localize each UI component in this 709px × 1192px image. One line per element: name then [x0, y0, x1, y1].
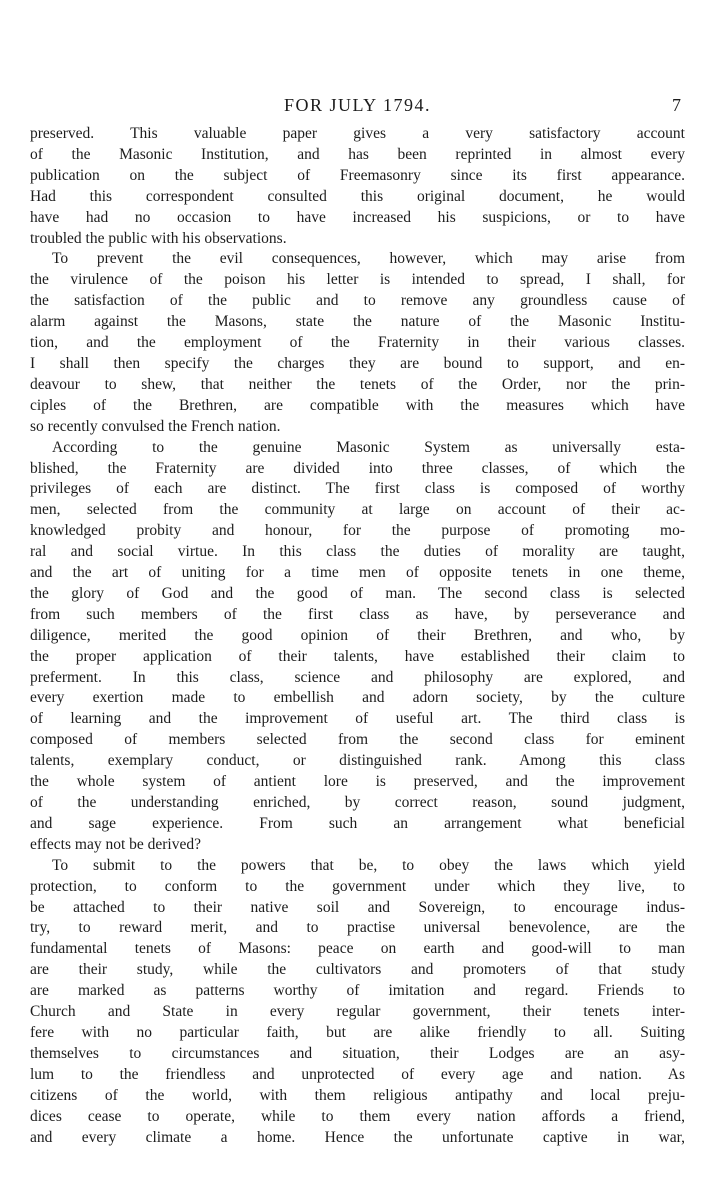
text-line: Had this correspondent consulted this original document, he would [30, 187, 685, 205]
text-line: men, selected from the community at large on account of their ac- [30, 501, 685, 519]
text-line: deavour to shew, that neither the tenets of the Order, nor the prin- [30, 375, 685, 393]
text-line: privileges of each are distinct. The first class is composed of worthy [30, 480, 685, 498]
text-line: composed of members selected from the second class for eminent [30, 731, 685, 749]
page-number: 7 [672, 95, 681, 115]
text-line: knowledged probity and honour, for the purpose of promoting mo- [30, 522, 685, 540]
text-line: tion, and the employment of the Fraternity in their various classes. [30, 334, 685, 352]
text-line: ciples of the Brethren, are compatible with the measures which have [30, 396, 685, 414]
text-line: every exertion made to embellish and adorn society, by the culture [30, 689, 685, 707]
text-line: alarm against the Masons, state the nature of the Masonic Institu- [30, 313, 685, 331]
text-line: According to the genuine Masonic System as universally esta- [52, 438, 685, 456]
text-line: ral and social virtue. In this class the duties of morality are taught, [30, 543, 685, 561]
text-line: and every climate a home. Hence the unfortunate captive in war, [30, 1128, 685, 1146]
text-line: and sage experience. From such an arrangement what beneficial [30, 814, 685, 832]
text-line: themselves to circumstances and situation, their Lodges are an asy- [30, 1044, 685, 1062]
text-line: Church and State in every regular government, their tenets inter- [30, 1003, 685, 1021]
text-line: blished, the Fraternity are divided into three classes, of which the [30, 459, 685, 477]
text-line: of the Masonic Institution, and has been reprinted in almost every [30, 145, 685, 163]
text-line: fere with no particular faith, but are alike friendly to all. Suiting [30, 1023, 685, 1041]
running-head: FOR JULY 1794. [283, 95, 432, 115]
text-line: troubled the public with his observations. [30, 229, 287, 247]
text-line: the glory of God and the good of man. The second class is selected [30, 584, 685, 602]
text-line: talents, exemplary conduct, or distinguished rank. Among this class [30, 752, 685, 770]
text-line: lum to the friendless and unprotected of every age and nation. As [30, 1065, 685, 1083]
paragraph-4 [30, 856, 685, 1149]
page-header [30, 92, 685, 118]
text-line: diligence, merited the good opinion of their Brethren, and who, by [30, 626, 685, 644]
paragraph-2 [30, 249, 685, 437]
text-line: be attached to their native soil and Sovereign, to encourage indus- [30, 898, 685, 916]
text-line: publication on the subject of Freemasonry since its first appearance. [30, 166, 685, 184]
body-text [30, 124, 685, 1148]
text-line: are marked as patterns worthy of imitation and regard. Friends to [30, 982, 685, 1000]
text-line: from such members of the first class as have, by perseverance and [30, 605, 685, 623]
text-line: are their study, while the cultivators and promoters of that study [30, 961, 685, 979]
text-line: the virulence of the poison his letter is intended to spread, I shall, for [30, 271, 685, 289]
text-line: fundamental tenets of Masons: peace on earth and good-will to man [30, 940, 685, 958]
text-line: the satisfaction of the public and to remove any groundless cause of [30, 292, 685, 310]
paragraph-1 [30, 124, 685, 249]
text-line: protection, to conform to the government under which they live, to [30, 877, 685, 895]
text-line: citizens of the world, with them religious antipathy and local preju- [30, 1086, 685, 1104]
paragraph-3 [30, 438, 685, 856]
text-line: the proper application of their talents, have established their claim to [30, 647, 685, 665]
text-line: dices cease to operate, while to them every nation affords a friend, [30, 1107, 685, 1125]
text-line: the whole system of antient lore is preserved, and the improvement [30, 773, 685, 791]
text-line: effects may not be derived? [30, 835, 201, 853]
text-line: preserved. This valuable paper gives a very satisfactory account [30, 125, 685, 142]
text-line: and the art of uniting for a time men of opposite tenets in one theme, [30, 564, 685, 582]
text-line: To submit to the powers that be, to obey the laws which yield [52, 856, 685, 874]
text-line: of the understanding enriched, by correct reason, sound judgment, [30, 794, 685, 811]
text-line: I shall then specify the charges they are bound to support, and en- [30, 354, 685, 372]
text-line: have had no occasion to have increased his suspicions, or to have [30, 208, 685, 226]
text-line: try, to reward merit, and to practise universal benevolence, are the [30, 919, 685, 937]
text-line: To prevent the evil consequences, however, which may arise from [52, 250, 685, 268]
text-line: so recently convulsed the French nation. [30, 417, 281, 435]
text-line: preferment. In this class, science and philosophy are explored, and [30, 668, 685, 686]
text-line: of learning and the improvement of useful art. The third class is [30, 710, 685, 728]
